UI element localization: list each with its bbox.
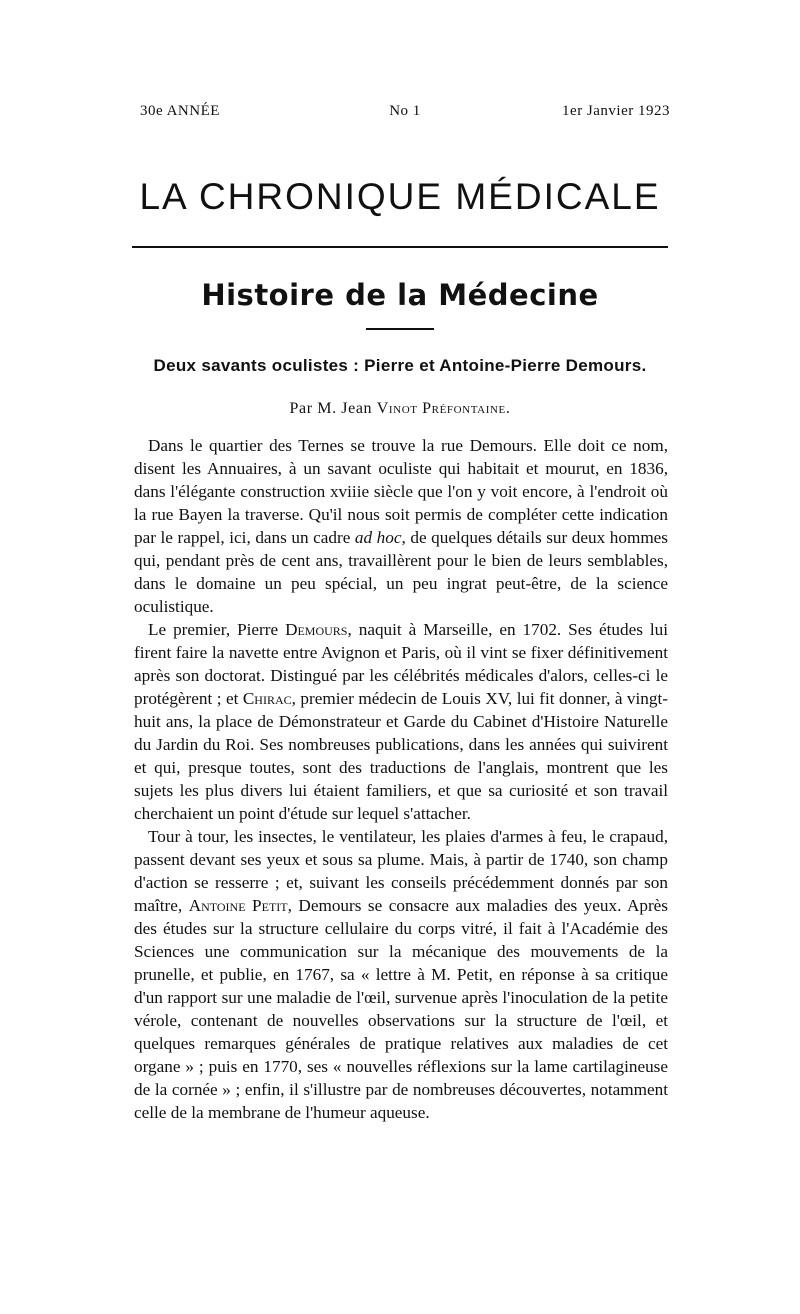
title-divider [132,246,668,248]
section-title: Histoire de la Médecine [201,278,599,312]
paragraph-2-text-c: , premier médecin de Louis XV, lui fit donner, à vingt-huit ans, la place de Démonstrateur et Garde du Cabinet d'Histoire Naturelle du Jardin du Roi. Ses nombreuses publications, dans les années qui suivirent et qui, presque toutes, sont des traductions de l'anglais, montrent que les sujets les plus divers lui étaient familiers, et que sa curiosité et son travail cherchaient un point d'étude sur lequel s'attacher. [134,689,668,823]
paragraph-3-text-a: Tour à tour, les insectes, le ventilateur, les plaies d'armes à feu, le crapaud, passent devant ses yeux et sous sa plume. Mais, à partir de 1740, son champ d'action se resserre ; et, suivant les conseils précédemment donnés par son maître, [134,827,668,915]
paragraph-1-text-a: Dans le quartier des Ternes se trouve la rue Demours. Elle doit ce nom, disent les Annuaires, à un savant oculiste qui habitait et mourut, en 1836, dans l'élégante construction xviiie siècle que l'on y voit encore, à l'endroit où la rue Bayen la traverse. Qu'il nous soit permis de compléter cette indication par le rappel, ici, dans un cadre [134,436,668,547]
paragraph-2-name-1: Demours [285,620,348,639]
article-title: Deux savants oculistes : Pierre et Antoine-Pierre Demours. [153,356,647,375]
paragraph-1-italic: ad hoc [354,528,402,547]
paragraph-3-name-1: Antoine Petit [188,896,288,915]
paragraph-2-text-b: , naquit à Marseille, en 1702. Ses études lui firent faire la navette entre Avignon et Paris, où il vint se fixer définitivement après son doctorat. Distingué par les célébrités médicales d'alors, celles-ci le protégèrent ; et [134,620,668,708]
journal-title: LA CHRONIQUE MÉDICALE [139,176,661,217]
paragraph-3-text-b: , Demours se consacre aux maladies des yeux. Après des études sur la structure cellulaire du corps vitré, il fait à l'Académie des Sciences une communication sur la mécanique des mouvements de la prunelle, et publie, en 1767, sa « lettre à M. Petit, en réponse à sa critique d'un rapport sur une maladie de l'œil, survenue après l'inoculation de la petite vérole, contenant de nouvelles observations sur la structure de l'œil, et quelques remarques générales de pratique relatives aux maladies de cet organe » ; puis en 1770, ses « nouvelles réflexions sur la lame cartilagineuse de la cornée » ; enfin, il s'illustre par de nombreuses découvertes, notamment celle de la membrane de l'humeur aqueuse. [134,896,668,1122]
paragraph-2-text-a: Le premier, Pierre [148,620,286,639]
issue-date: 1er Janvier 1923 [562,103,670,119]
byline-author: Vinot Préfontaine. [376,400,511,417]
issue-number: No 1 [389,103,421,119]
paragraph-2-name-2: Chirac [242,689,292,708]
paragraph-1 [134,434,668,618]
paragraph-3 [134,825,668,1124]
byline [132,400,668,418]
article-body [134,434,668,1124]
paragraph-2 [134,618,668,825]
byline-prefix: Par M. Jean [289,400,377,417]
paragraph-1-text-b: , de quelques détails sur deux hommes qui, pendant près de cent ans, travaillèrent pour le bien de leurs semblables, dans le domaine un peu spécial, un peu ingrat peut-être, de la science oculistique. [134,528,668,616]
section-divider [366,328,434,330]
volume-label: 30e ANNÉE [140,103,220,119]
